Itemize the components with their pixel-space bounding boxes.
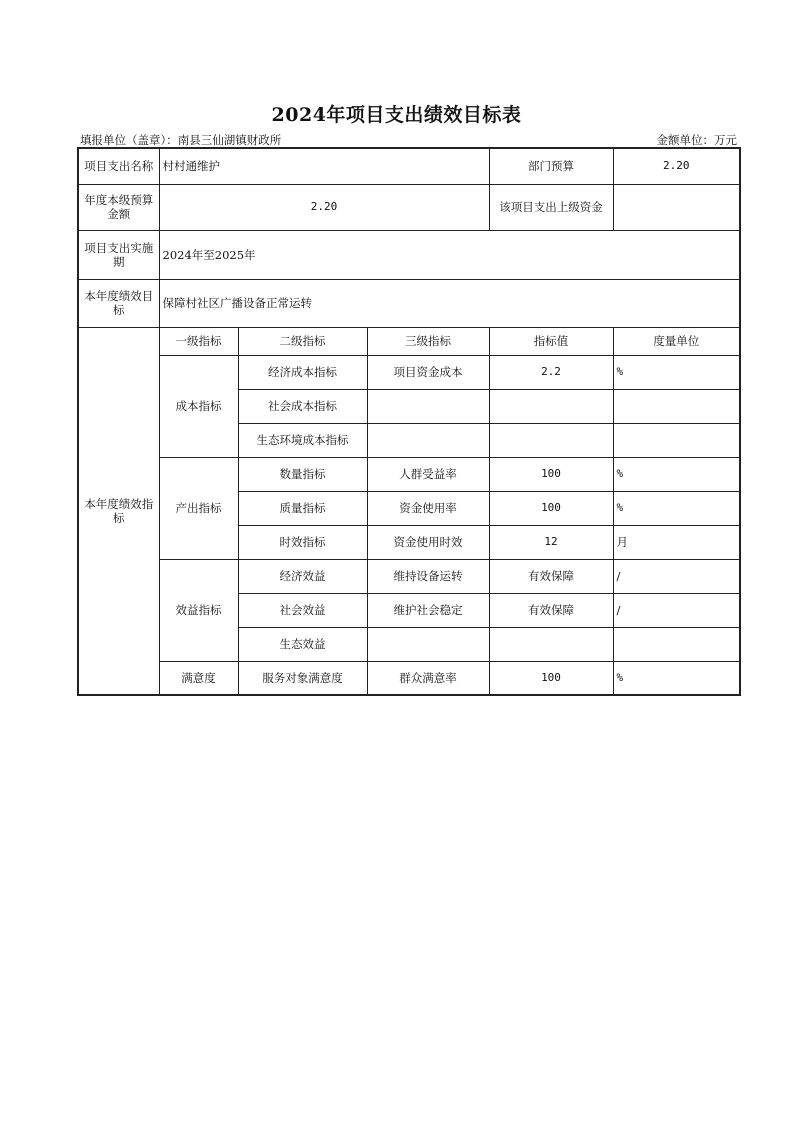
indicator-value: 100 bbox=[489, 457, 613, 491]
indicator-value: 2.2 bbox=[489, 355, 613, 389]
annual-budget-value: 2.20 bbox=[159, 184, 489, 230]
indicator-value bbox=[489, 389, 613, 423]
level1-satisfaction: 满意度 bbox=[159, 661, 238, 695]
table-row bbox=[78, 559, 740, 593]
indicator-value: 12 bbox=[489, 525, 613, 559]
project-name: 村村通维护 bbox=[159, 148, 489, 184]
indicator-header-row bbox=[78, 327, 740, 355]
indicator-unit: % bbox=[613, 457, 740, 491]
level2: 质量指标 bbox=[238, 491, 367, 525]
indicator-unit: / bbox=[613, 559, 740, 593]
indicator-unit: % bbox=[613, 661, 740, 695]
header-level3: 三级指标 bbox=[367, 327, 489, 355]
level1-cost: 成本指标 bbox=[159, 355, 238, 457]
page-title: 2024年项目支出绩效目标表 bbox=[271, 104, 522, 126]
level1-benefit: 效益指标 bbox=[159, 559, 238, 661]
level3: 资金使用率 bbox=[367, 491, 489, 525]
level1-output: 产出指标 bbox=[159, 457, 238, 559]
indicator-unit bbox=[613, 423, 740, 457]
header-unit: 度量单位 bbox=[613, 327, 740, 355]
annual-budget-label: 年度本级预算金额 bbox=[78, 184, 159, 230]
level3 bbox=[367, 423, 489, 457]
project-name-label: 项目支出名称 bbox=[78, 148, 159, 184]
indicator-unit bbox=[613, 627, 740, 661]
performance-table bbox=[77, 147, 741, 696]
superior-funds-label: 该项目支出上级资金 bbox=[489, 184, 613, 230]
indicator-unit: / bbox=[613, 593, 740, 627]
level2: 服务对象满意度 bbox=[238, 661, 367, 695]
level3: 人群受益率 bbox=[367, 457, 489, 491]
filler-unit: 填报单位（盖章）：南县三仙湖镇财政所 bbox=[80, 133, 282, 147]
level2: 社会效益 bbox=[238, 593, 367, 627]
level2: 数量指标 bbox=[238, 457, 367, 491]
indicator-unit: 月 bbox=[613, 525, 740, 559]
indicator-value: 100 bbox=[489, 491, 613, 525]
level2: 生态效益 bbox=[238, 627, 367, 661]
indicator-value: 有效保障 bbox=[489, 559, 613, 593]
level3: 群众满意率 bbox=[367, 661, 489, 695]
table-row bbox=[78, 457, 740, 491]
goal-label: 本年度绩效目标 bbox=[78, 279, 159, 327]
table-row bbox=[78, 661, 740, 695]
level3: 项目资金成本 bbox=[367, 355, 489, 389]
level3: 维持设备运转 bbox=[367, 559, 489, 593]
level3: 资金使用时效 bbox=[367, 525, 489, 559]
indicator-unit bbox=[613, 389, 740, 423]
row-project-name bbox=[78, 148, 740, 184]
level2: 社会成本指标 bbox=[238, 389, 367, 423]
level2: 时效指标 bbox=[238, 525, 367, 559]
indicator-value bbox=[489, 423, 613, 457]
indicators-section-label: 本年度绩效指标 bbox=[78, 327, 159, 695]
row-period bbox=[78, 230, 740, 279]
level3: 维护社会稳定 bbox=[367, 593, 489, 627]
dept-budget-value: 2.20 bbox=[613, 148, 740, 184]
amount-unit: 金额单位：万元 bbox=[656, 133, 737, 147]
indicator-unit: % bbox=[613, 491, 740, 525]
level2: 经济效益 bbox=[238, 559, 367, 593]
table-row bbox=[78, 355, 740, 389]
period-value: 2024年至2025年 bbox=[159, 230, 740, 279]
level2: 生态环境成本指标 bbox=[238, 423, 367, 457]
header-level1: 一级指标 bbox=[159, 327, 238, 355]
indicator-unit: % bbox=[613, 355, 740, 389]
level2: 经济成本指标 bbox=[238, 355, 367, 389]
goal-value: 保障村社区广播设备正常运转 bbox=[159, 279, 740, 327]
superior-funds-value bbox=[613, 184, 740, 230]
indicator-value bbox=[489, 627, 613, 661]
row-annual-budget bbox=[78, 184, 740, 230]
header-level2: 二级指标 bbox=[238, 327, 367, 355]
level3 bbox=[367, 389, 489, 423]
row-goal bbox=[78, 279, 740, 327]
dept-budget-label: 部门预算 bbox=[489, 148, 613, 184]
header-value: 指标值 bbox=[489, 327, 613, 355]
period-label: 项目支出实施期 bbox=[78, 230, 159, 279]
level3 bbox=[367, 627, 489, 661]
indicator-value: 100 bbox=[489, 661, 613, 695]
indicator-value: 有效保障 bbox=[489, 593, 613, 627]
